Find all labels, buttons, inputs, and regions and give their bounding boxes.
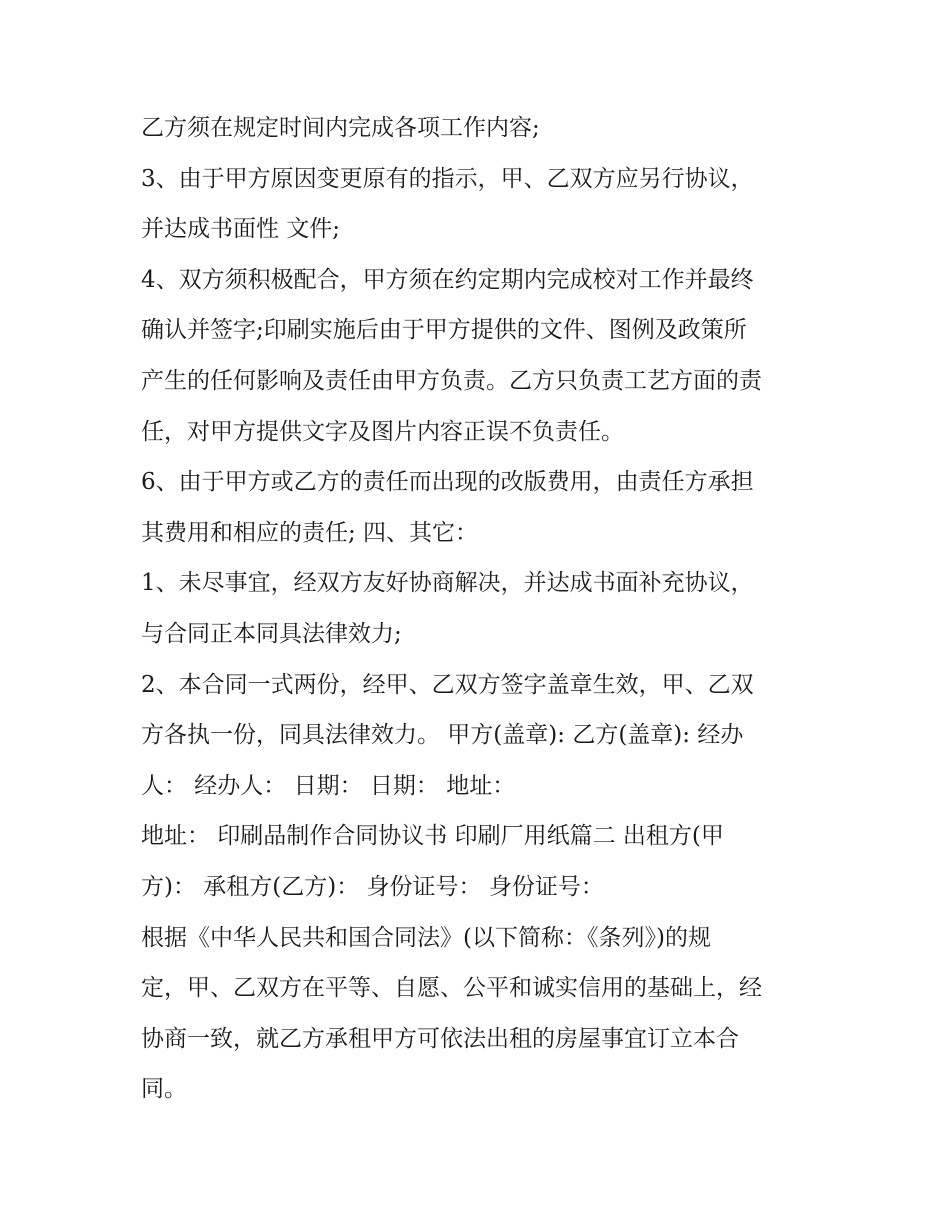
text-line: 并达成书面性 文件; (141, 216, 341, 243)
text-line: 3、由于甲方原因变更原有的指示，甲、乙双方应另行协议， (141, 165, 754, 192)
text-line: 确认并签字;印刷实施后由于甲方提供的文件、图例及政策所 (141, 317, 747, 344)
document-body (141, 103, 831, 1115)
text-line: 人： 经办人： 日期： 日期： 地址： (141, 772, 516, 799)
text-line: 6、由于甲方或乙方的责任而出现的改版费用，由责任方承担 (141, 469, 754, 496)
text-line: 定，甲、乙双方在平等、自愿、公平和诚实信用的基础上，经 (141, 975, 762, 1002)
text-line: 地址： 印刷品制作合同协议书 印刷厂用纸篇二 出租方(甲 (141, 823, 724, 850)
text-line: 其费用和相应的责任; 四、其它： (141, 519, 479, 546)
text-line: 2、本合同一式两份，经甲、乙双方签字盖章生效，甲、乙双 (141, 671, 754, 698)
text-line: 与合同正本同具法律效力; (141, 620, 402, 647)
text-line: 根据《中华人民共和国合同法》(以下简称：《条列》)的规 (141, 924, 711, 951)
text-line: 乙方须在规定时间内完成各项工作内容; (141, 115, 540, 141)
text-line: 协商一致，就乙方承租甲方可依法出租的房屋事宜订立本合 (141, 1025, 739, 1052)
text-line: 产生的任何影响及责任由甲方负责。乙方只负责工艺方面的责 (141, 367, 762, 394)
text-line: 方)： 承租方(乙方)： 身份证号： 身份证号： (141, 873, 604, 900)
text-line: 方各执一份，同具法律效力。 甲方(盖章): 乙方(盖章): 经办 (141, 722, 744, 749)
text-line: 1、未尽事宜，经双方友好协商解决，并达成书面补充协议， (141, 570, 754, 597)
text-line: 任，对甲方提供文字及图片内容正误不负责任。 (141, 418, 624, 445)
text-line: 同。 (141, 1076, 187, 1103)
text-line: 4、双方须积极配合，甲方须在约定期内完成校对工作并最终 (141, 266, 754, 293)
